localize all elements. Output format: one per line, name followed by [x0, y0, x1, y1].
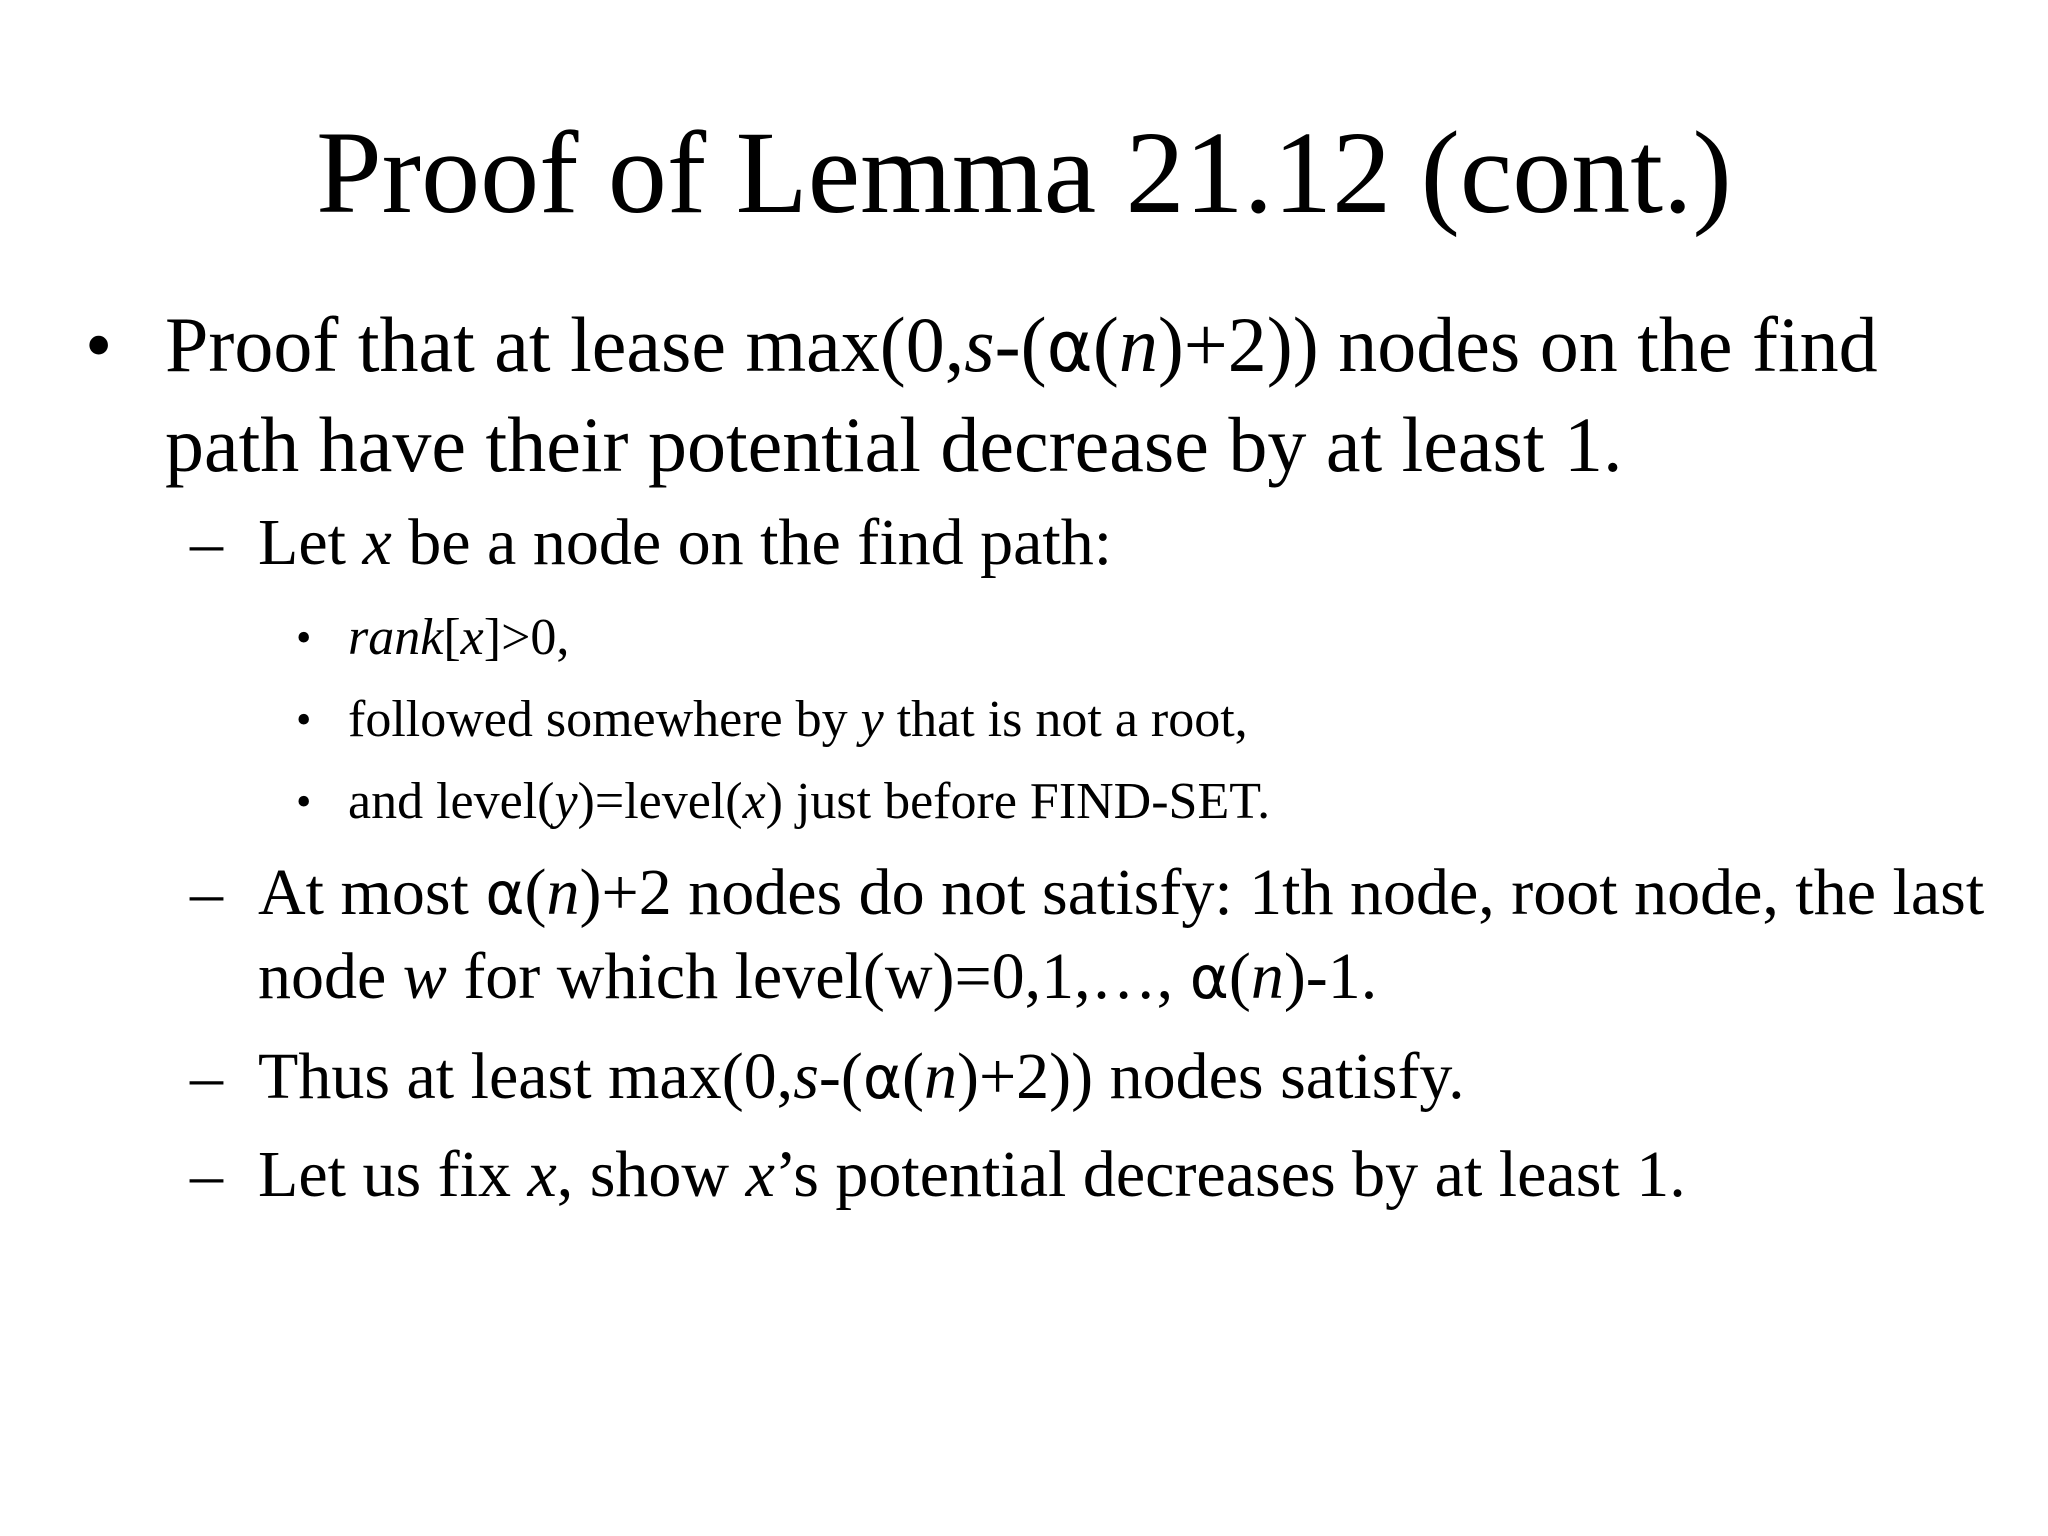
- sub-sub-bullet-text: rank[x]>0,: [348, 609, 570, 666]
- sub-bullet-item: [190, 1036, 1998, 1120]
- dash-icon: –: [190, 856, 223, 929]
- slide-title: Proof of Lemma 21.12 (cont.): [316, 107, 1732, 238]
- bullet-text: Proof that at lease max(0,s-(α(n)+2)) nodes on the find path have their potential decrease by at least 1.: [165, 301, 1878, 488]
- sub-bullet-item: [190, 1134, 1998, 1216]
- sub-bullet-item: [190, 852, 1998, 1020]
- bullet-item: [85, 296, 1985, 494]
- sub-sub-bullet-item: [296, 606, 1948, 670]
- bullet-icon: •: [296, 695, 312, 744]
- dash-icon: –: [190, 506, 223, 579]
- sub-sub-bullet-item: [296, 688, 1948, 752]
- dash-icon: –: [190, 1138, 223, 1211]
- sub-bullet-text: Thus at least max(0,s-(α(n)+2)) nodes satisfy.: [258, 1040, 1465, 1113]
- bullet-icon: •: [85, 301, 113, 388]
- sub-sub-bullet-text: and level(y)=level(x) just before FIND-SET.: [348, 773, 1271, 830]
- sub-sub-bullet-item: [296, 770, 1948, 834]
- dash-icon: –: [190, 1040, 223, 1113]
- bullet-icon: •: [296, 613, 312, 662]
- sub-bullet-text: Let x be a node on the find path:: [258, 506, 1113, 579]
- bullet-icon: •: [296, 777, 312, 826]
- sub-sub-bullet-text: followed somewhere by y that is not a root,: [348, 691, 1248, 748]
- sub-bullet-text: At most α(n)+2 nodes do not satisfy: 1th node, root node, the last node w for which level(w)=0,1,…, α(n)-1.: [258, 856, 1985, 1013]
- sub-bullet-item: [190, 502, 1998, 584]
- sub-bullet-text: Let us fix x, show x’s potential decreases by at least 1.: [258, 1138, 1686, 1211]
